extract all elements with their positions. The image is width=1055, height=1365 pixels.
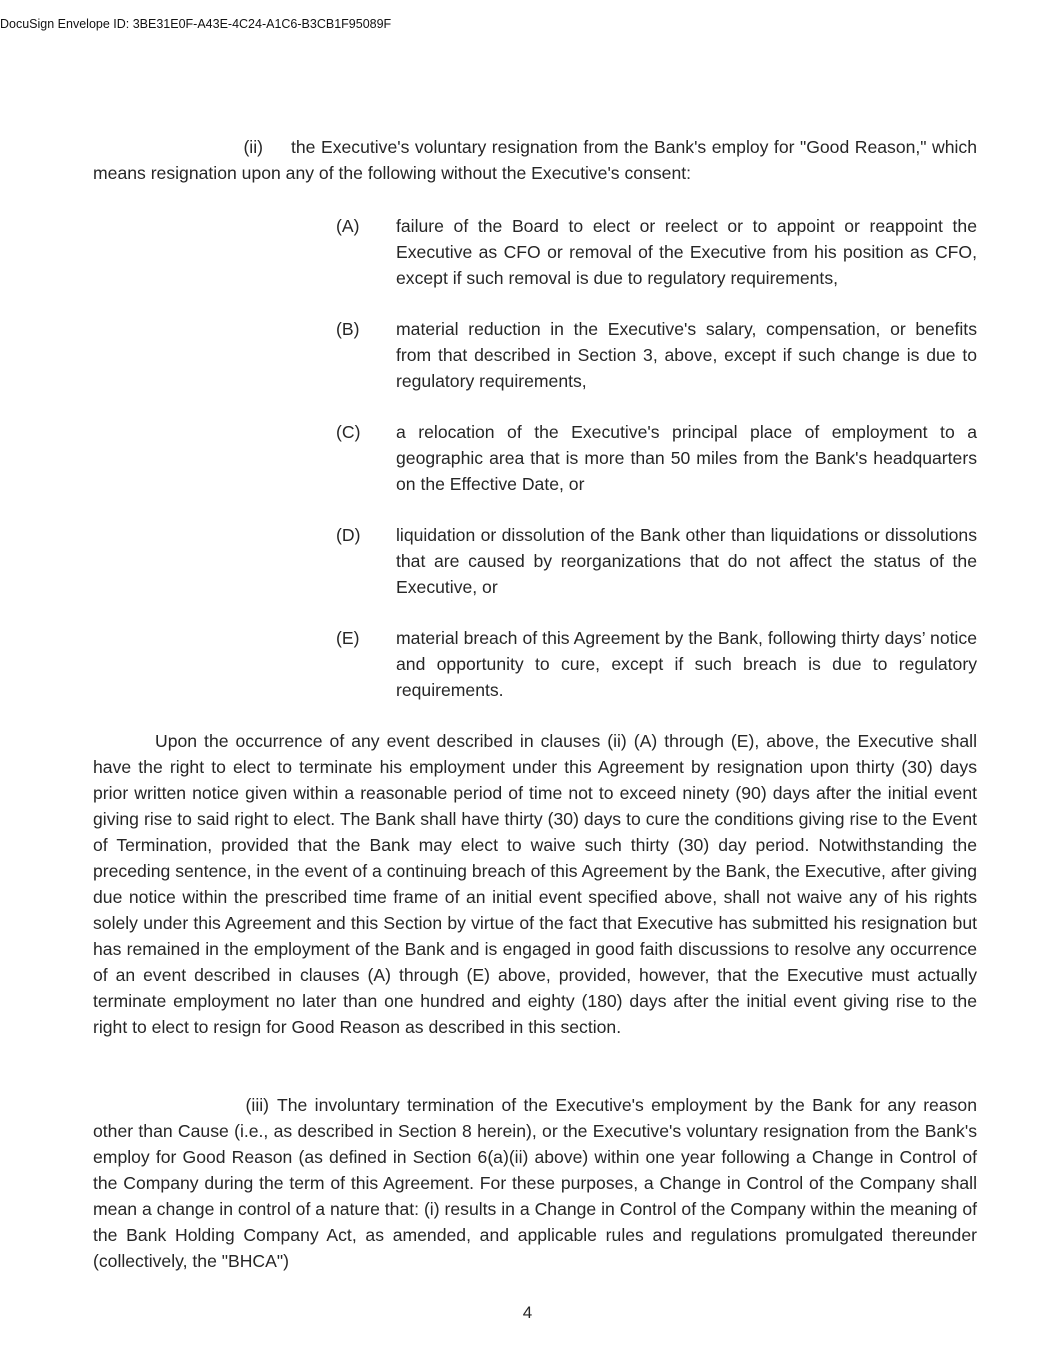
section-ii-label: (ii) <box>243 137 263 157</box>
section-ii-text: the Executive's voluntary resignation from the Bank's employ for "Good Reason," which means resignation upon any of the following without the Executive's consent: <box>93 137 977 183</box>
clause-c <box>336 419 977 497</box>
clause-d <box>336 522 977 600</box>
clause-e-text: material breach of this Agreement by the Bank, following thirty days’ notice and opportunity to cure, except if such breach is due to regulatory requirements. <box>396 628 977 700</box>
section-iii-label: (iii) <box>245 1095 269 1115</box>
section-ii-paragraph <box>93 134 977 186</box>
docusign-envelope-id: DocuSign Envelope ID: 3BE31E0F-A43E-4C24-A1C6-B3CB1F95089F <box>0 17 392 31</box>
page-number: 4 <box>522 1303 533 1322</box>
section-iii-text: The involuntary termination of the Executive's employment by the Bank for any reason other than Cause (i.e., as described in Section 8 herein), or the Executive's voluntary resignation from the Bank's employ for Good Reason (as defined in Section 6(a)(ii) above) within one year following a Change in Control of the Company during the term of this Agreement. For these purposes, a Change in Control of the Company shall mean a change in control of a nature that: (i) results in a Change in Control of the Company within the meaning of the Bank Holding Company Act, as amended, and applicable rules and regulations promulgated thereunder (collectively, the "BHCA") <box>93 1095 977 1271</box>
occurrence-paragraph: Upon the occurrence of any event described in clauses (ii) (A) through (E), above, the Executive shall have the right to elect to terminate his employment under this Agreement by resignation upon thirty (30) days prior written notice given within a reasonable period of time not to exceed ninety (90) days after the initial event giving rise to said right to elect. The Bank shall have thirty (30) days to cure the conditions giving rise to the Event of Termination, provided that the Bank may elect to waive such thirty (30) day period. Notwithstanding the preceding sentence, in the event of a continuing breach of this Agreement by the Bank, the Executive, after giving due notice within the prescribed time frame of an initial event specified above, shall not waive any of his rights solely under this Agreement and this Section by virtue of the fact that Executive has submitted his resignation but has remained in the employment of the Bank and is engaged in good faith discussions to resolve any occurrence of an event described in clauses (A) through (E) above, provided, however, that the Executive must actually terminate employment no later than one hundred and eighty (180) days after the initial event giving rise to the right to elect to resign for Good Reason as described in this section. <box>93 731 977 1037</box>
clause-e <box>336 625 977 703</box>
clause-a-label: (A) <box>336 216 360 236</box>
clause-a <box>336 213 977 291</box>
clause-b <box>336 316 977 394</box>
clause-e-label: (E) <box>336 628 360 648</box>
clause-b-label: (B) <box>336 319 360 339</box>
clause-d-label: (D) <box>336 525 361 545</box>
clause-a-text: failure of the Board to elect or reelect or to appoint or reappoint the Executive as CFO or removal of the Executive from his position as CFO, except if such removal is due to regulatory requirements, <box>396 216 977 288</box>
clause-d-text: liquidation or dissolution of the Bank other than liquidations or dissolutions that are caused by reorganizations that do not affect the status of the Executive, or <box>396 525 977 597</box>
clause-b-text: material reduction in the Executive's salary, compensation, or benefits from that described in Section 3, above, except if such change is due to regulatory requirements, <box>396 319 977 391</box>
clause-c-text: a relocation of the Executive's principal place of employment to a geographic area that is more than 50 miles from the Bank's headquarters on the Effective Date, or <box>396 422 977 494</box>
section-iii-paragraph <box>93 1092 977 1274</box>
clause-c-label: (C) <box>336 422 361 442</box>
